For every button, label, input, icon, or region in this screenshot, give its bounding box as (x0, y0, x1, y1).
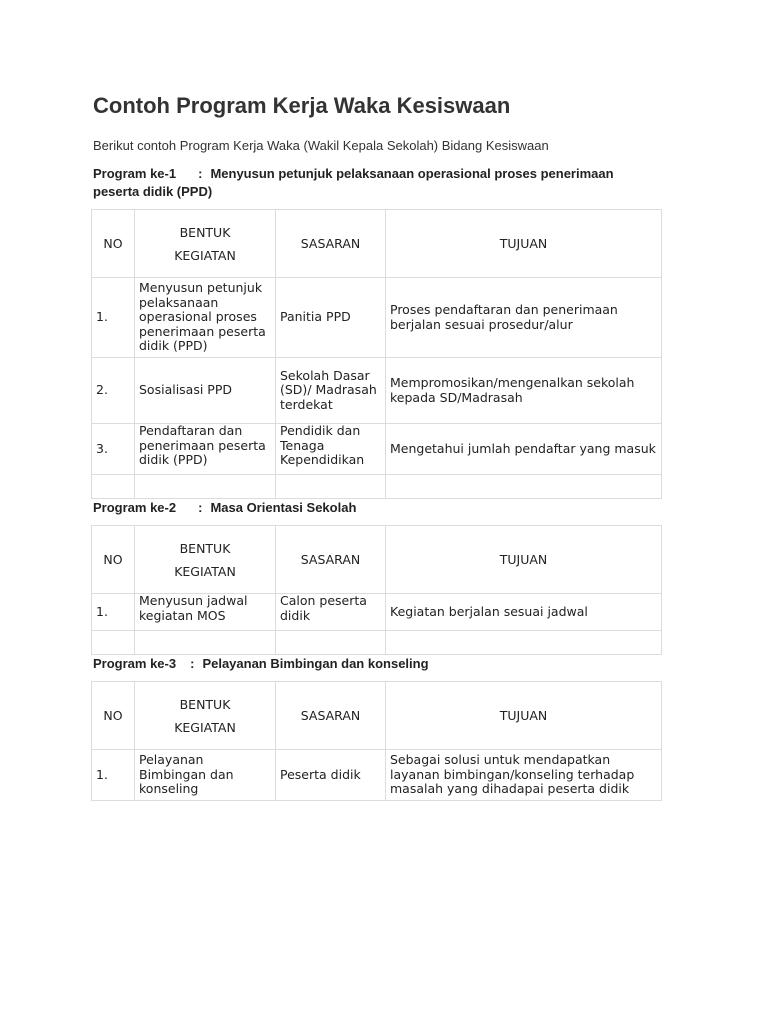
cell-tujuan: Proses pendaftaran dan penerimaan berjalan sesuai prosedur/alur (386, 278, 662, 358)
header-bentuk: BENTUK KEGIATAN (135, 682, 276, 750)
header-tujuan: TUJUAN (386, 682, 662, 750)
cell-bentuk: Menyusun jadwal kegiatan MOS (135, 594, 276, 631)
cell-tujuan: Mempromosikan/mengenalkan sekolah kepada SD/Madrasah (386, 358, 662, 424)
program-name: Masa Orientasi Sekolah (210, 500, 357, 515)
header-sasaran: SASARAN (276, 682, 386, 750)
cell-bentuk: Menyusun petunjuk pelaksanaan operasional proses penerimaan peserta didik (PPD) (135, 278, 276, 358)
table-header-row (92, 526, 662, 594)
header-no: NO (92, 526, 135, 594)
program-colon: : (190, 656, 195, 671)
header-sasaran: SASARAN (276, 526, 386, 594)
table-row (92, 750, 662, 801)
cell-tujuan: Sebagai solusi untuk mendapatkan layanan bimbingan/konseling terhadap masalah yang dihadapai peserta didik (386, 750, 662, 801)
cell-bentuk: Pelayanan Bimbingan dan konseling (135, 750, 276, 801)
program-colon: : (198, 500, 203, 515)
table-row (92, 358, 662, 424)
cell-sasaran: Calon peserta didik (276, 594, 386, 631)
header-sasaran: SASARAN (276, 210, 386, 278)
cell-sasaran: Pendidik dan Tenaga Kependidikan (276, 424, 386, 475)
cell-bentuk: Sosialisasi PPD (135, 358, 276, 424)
table-row-empty (92, 475, 662, 499)
table-row (92, 594, 662, 631)
cell-sasaran: Peserta didik (276, 750, 386, 801)
cell-sasaran: Panitia PPD (276, 278, 386, 358)
cell-no: 1. (92, 278, 135, 358)
program-name: Pelayanan Bimbingan dan konseling (202, 656, 429, 671)
cell-tujuan: Kegiatan berjalan sesuai jadwal (386, 594, 662, 631)
cell-no: 2. (92, 358, 135, 424)
intro-text: Berikut contoh Program Kerja Waka (Wakil Kepala Sekolah) Bidang Kesiswaan (93, 138, 549, 153)
cell-tujuan: Mengetahui jumlah pendaftar yang masuk (386, 424, 662, 475)
cell-bentuk: Pendaftaran dan penerimaan peserta didik (PPD) (135, 424, 276, 475)
table-row-empty (92, 631, 662, 655)
header-tujuan: TUJUAN (386, 210, 662, 278)
header-no: NO (92, 210, 135, 278)
cell-sasaran: Sekolah Dasar (SD)/ Madrasah terdekat (276, 358, 386, 424)
table-header-row (92, 210, 662, 278)
program-heading-3 (93, 655, 660, 673)
header-bentuk: BENTUK KEGIATAN (135, 210, 276, 278)
program-label: Program ke-2 (93, 500, 177, 515)
table-row (92, 424, 662, 475)
program-heading-1 (93, 165, 660, 201)
program-name: Menyusun petunjuk pelaksanaan operasional proses penerimaan peserta didik (PPD) (93, 166, 614, 199)
program-label: Program ke-3 (93, 656, 177, 671)
header-bentuk: BENTUK KEGIATAN (135, 526, 276, 594)
program-heading-2 (93, 499, 660, 517)
cell-no: 3. (92, 424, 135, 475)
page-title: Contoh Program Kerja Waka Kesiswaan (93, 93, 511, 118)
program-table-2 (91, 525, 662, 655)
cell-no: 1. (92, 594, 135, 631)
program-label: Program ke-1 (93, 166, 177, 181)
program-table-3 (91, 681, 662, 801)
program-table-1 (91, 209, 662, 499)
table-header-row (92, 682, 662, 750)
header-no: NO (92, 682, 135, 750)
table-row (92, 278, 662, 358)
program-colon: : (198, 166, 203, 181)
cell-no: 1. (92, 750, 135, 801)
header-tujuan: TUJUAN (386, 526, 662, 594)
